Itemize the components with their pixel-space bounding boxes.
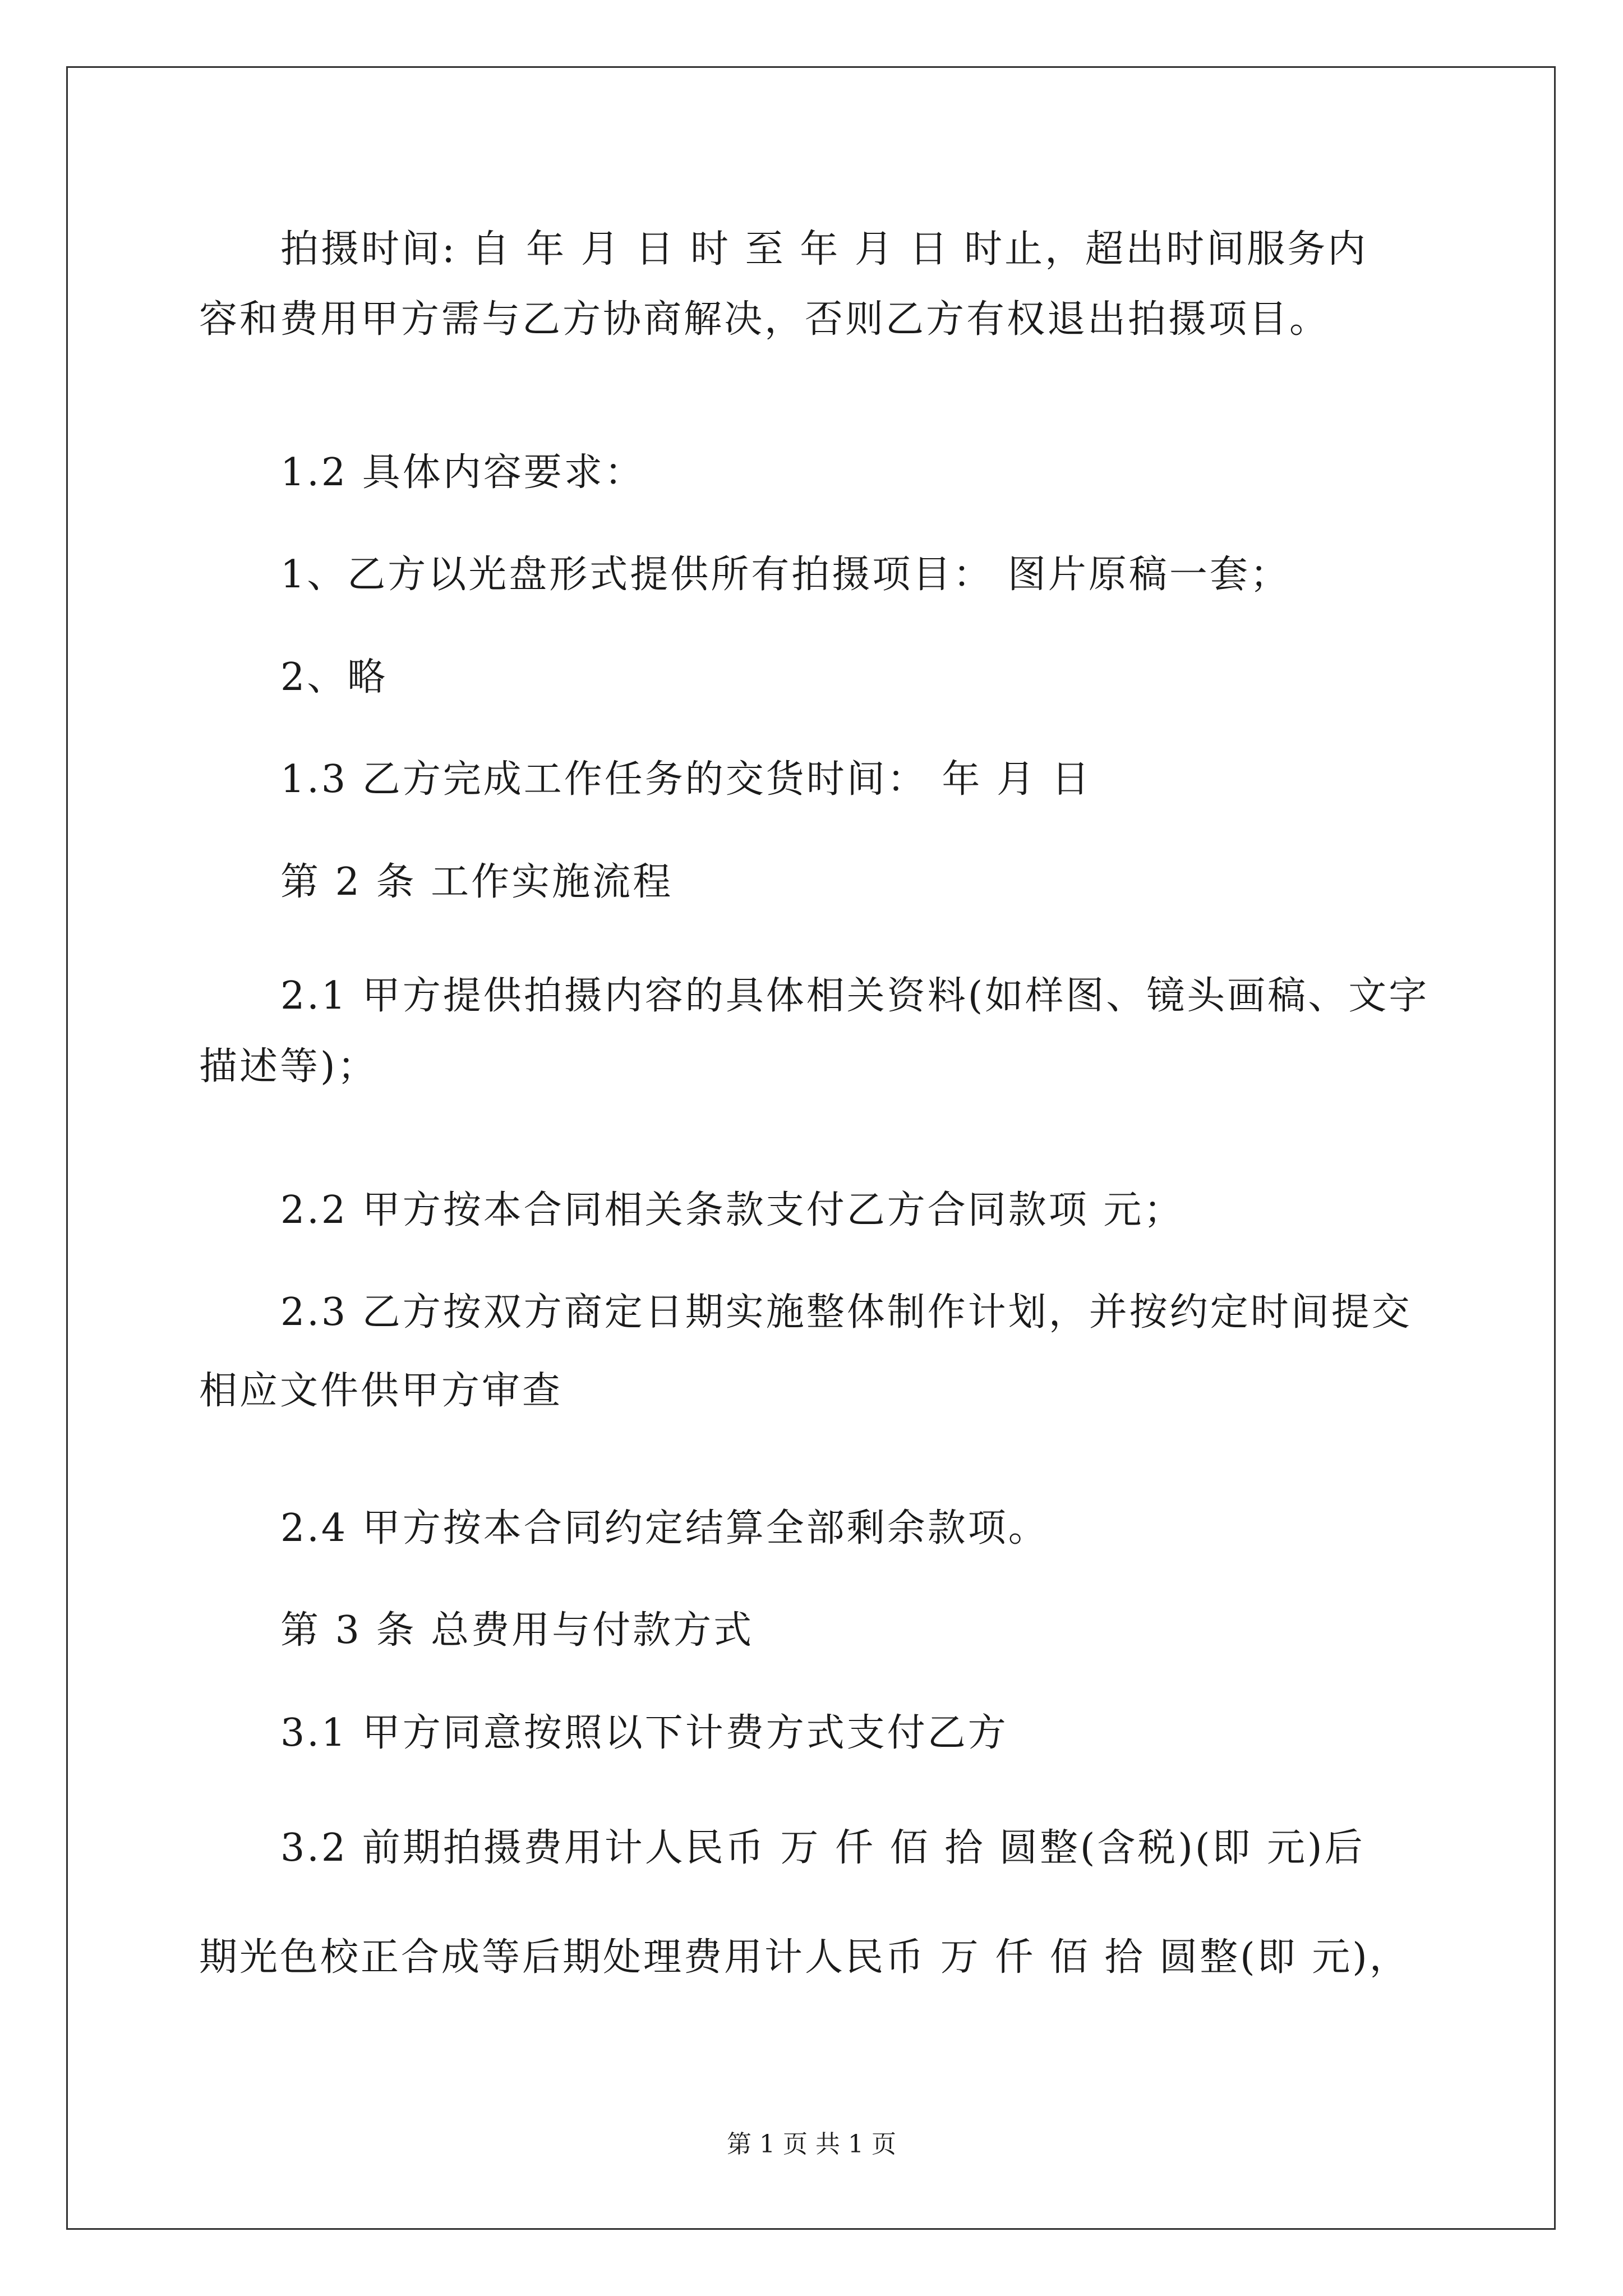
article-3-heading: 第 3 条 总费用与付款方式 (280, 1608, 754, 1653)
clause-3-2-cont: 期光色校正合成等后期处理费用计人民币 万 仟 佰 拾 圆整(即 元)， (199, 1935, 1410, 1980)
clause-3-1: 3.1 甲方同意按照以下计费方式支付乙方 (280, 1711, 1008, 1755)
clause-1-3: 1.3 乙方完成工作任务的交货时间： 年 月 日 (280, 757, 1092, 802)
paragraph-shooting-time: 拍摄时间: 自 年 月 日 时 至 年 月 日 时止，超出时间服务内 (280, 227, 1368, 272)
article-2-heading: 第 2 条 工作实施流程 (280, 860, 674, 904)
clause-2-2: 2.2 甲方按本合同相关条款支付乙方合同款项 元； (280, 1188, 1184, 1232)
paragraph-shooting-time-cont: 容和费用甲方需与乙方协商解决，否则乙方有权退出拍摄项目。 (199, 297, 1330, 342)
clause-2-3: 2.3 乙方按双方商定日期实施整体制作计划，并按约定时间提交 (280, 1290, 1412, 1335)
clause-2-1-cont: 描述等)； (199, 1045, 378, 1089)
clause-2-1: 2.1 甲方提供拍摄内容的具体相关资料(如样图、镜头画稿、文字 (280, 974, 1430, 1018)
list-item-1: 1、乙方以光盘形式提供所有拍摄项目： 图片原稿一套； (280, 553, 1290, 597)
page-border (66, 66, 1556, 2230)
list-item-2: 2、略 (280, 655, 388, 700)
clause-1-2: 1.2 具体内容要求： (280, 450, 645, 495)
clause-2-3-cont: 相应文件供甲方审查 (199, 1369, 563, 1413)
clause-3-2: 3.2 前期拍摄费用计人民币 万 仟 佰 拾 圆整(含税)(即 元)后 (280, 1826, 1365, 1870)
page-footer: 第 1 页 共 1 页 (727, 2130, 896, 2159)
clause-2-4: 2.4 甲方按本合同约定结算全部剩余款项。 (280, 1506, 1049, 1550)
